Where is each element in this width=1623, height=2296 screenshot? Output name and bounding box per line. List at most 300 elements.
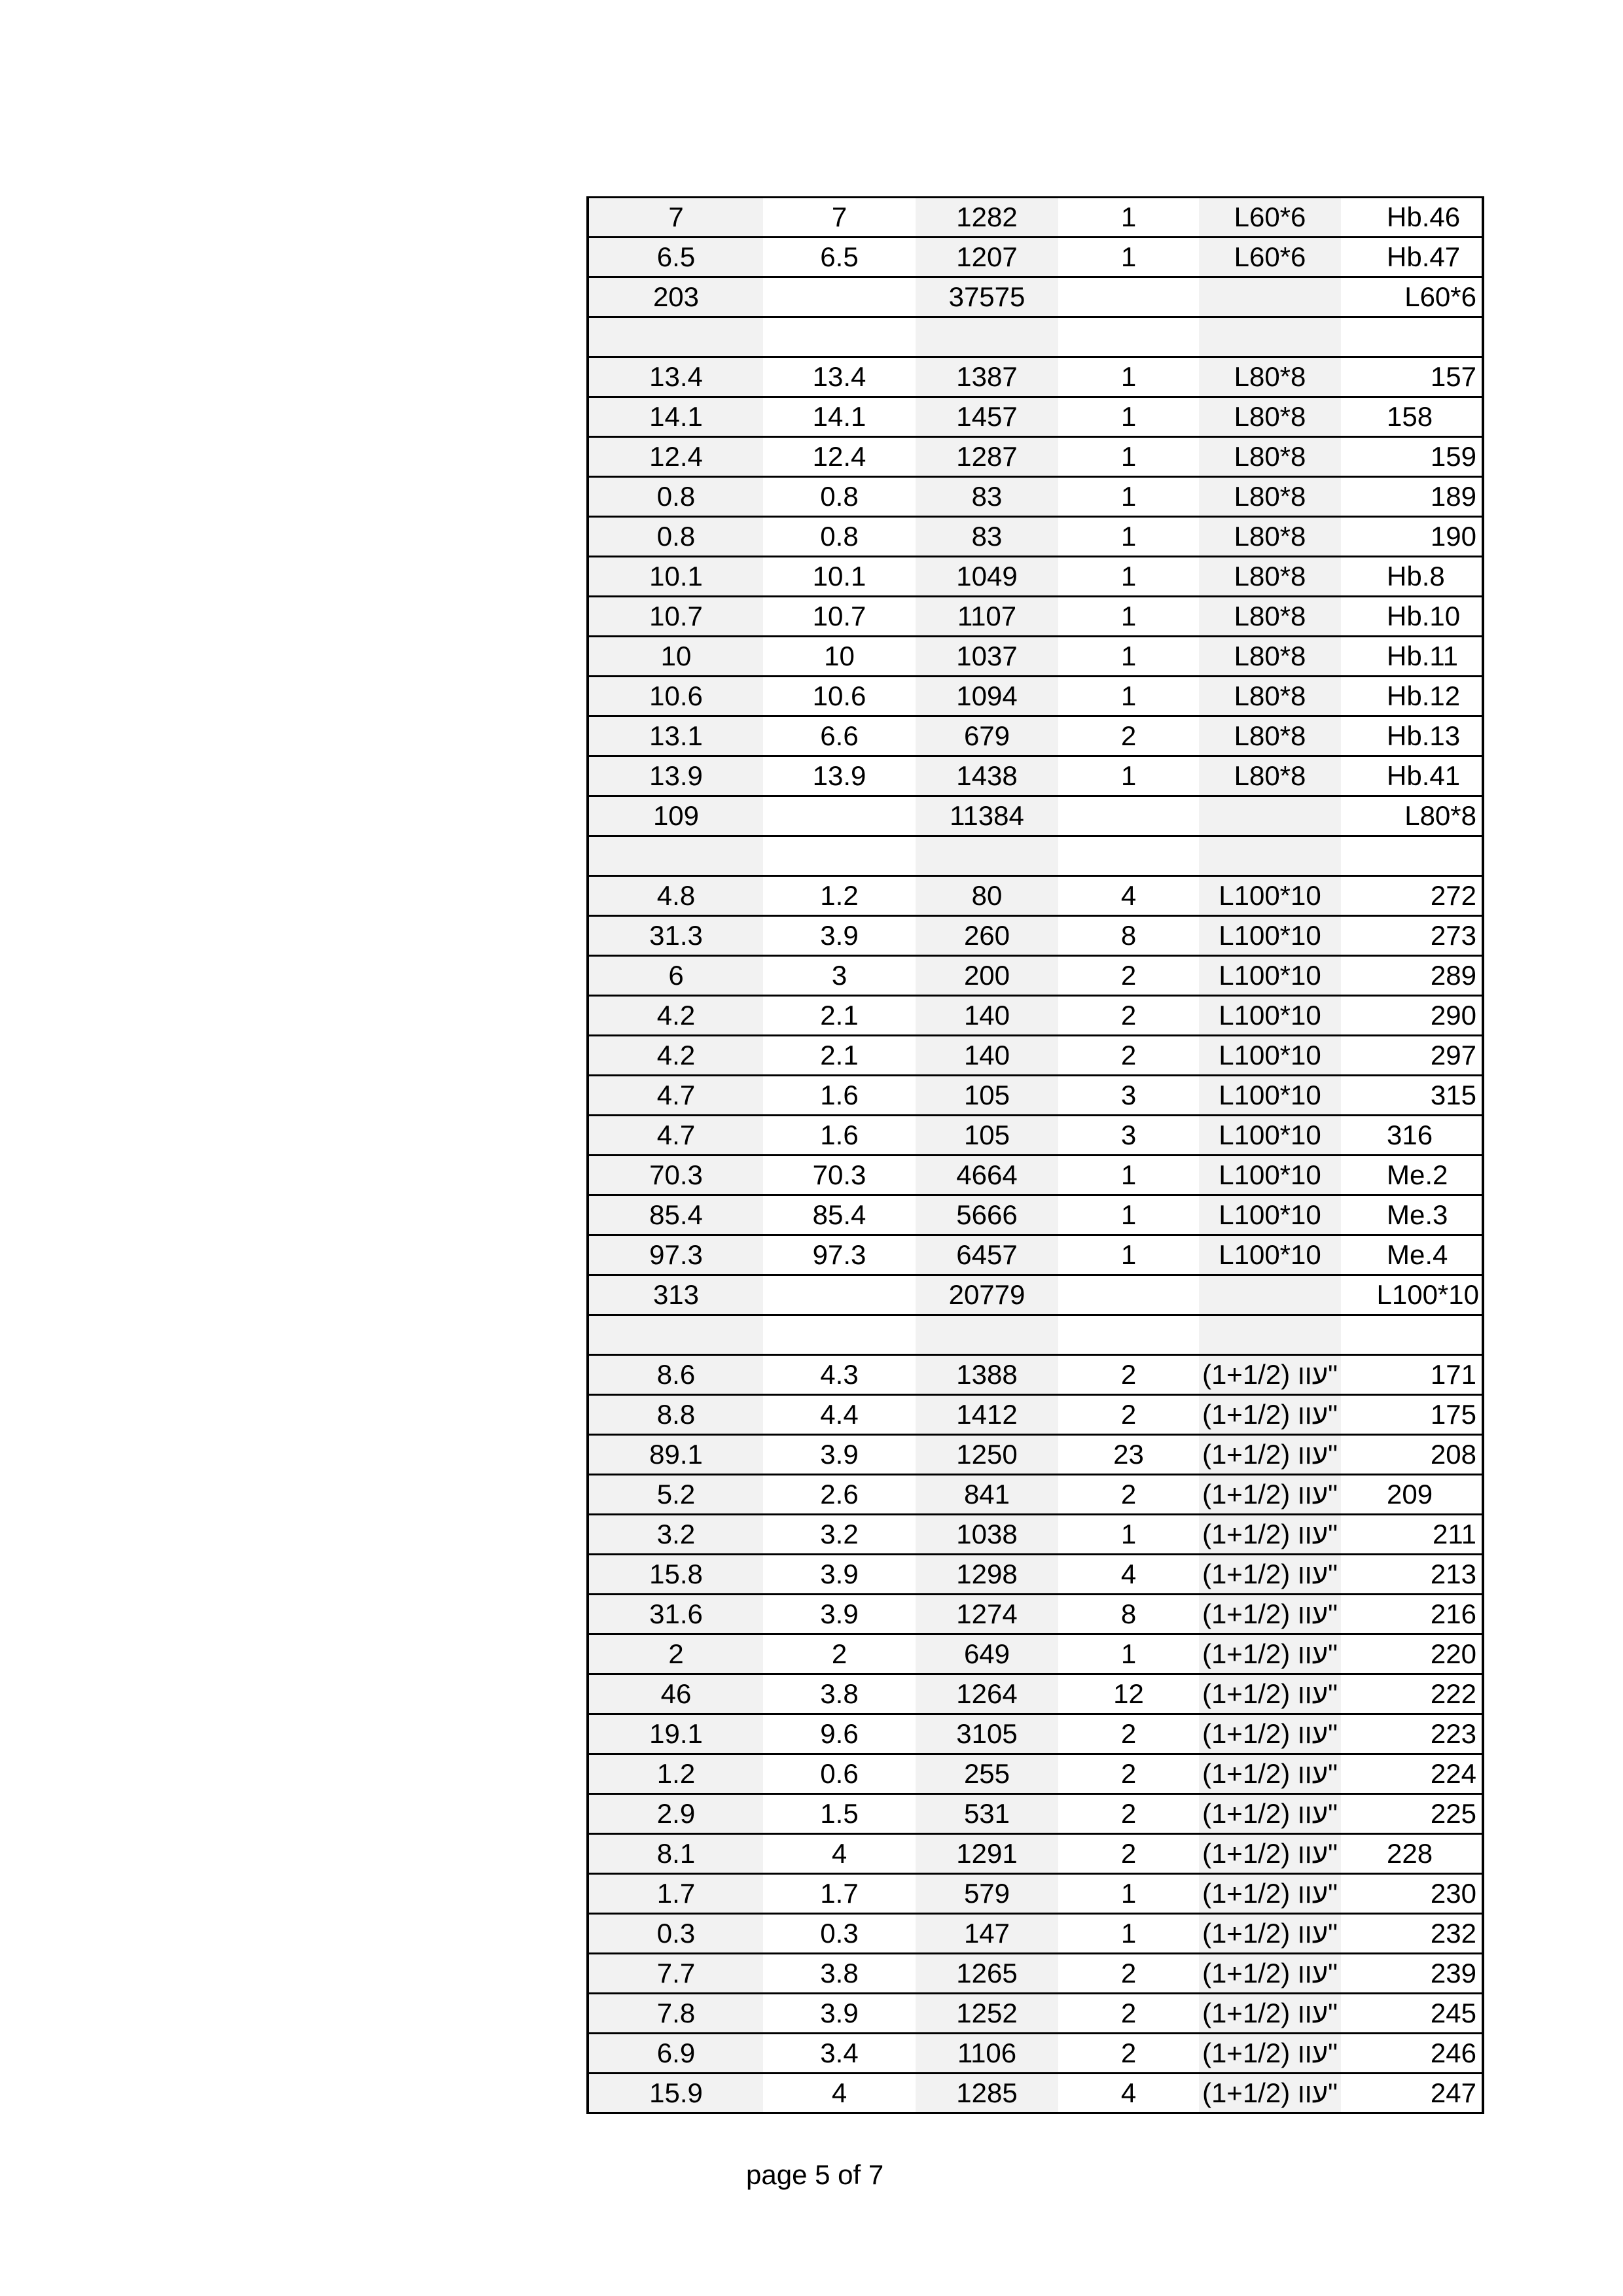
table-cell: 13.4 [589, 358, 763, 396]
table-cell: 2 [1058, 957, 1199, 995]
table-cell: 2 [763, 1635, 916, 1673]
table-cell [916, 318, 1058, 356]
table-cell: 289 [1341, 957, 1482, 995]
table-cell: 1438 [916, 757, 1058, 795]
table-cell: 70.3 [763, 1156, 916, 1194]
table-cell: 1 [1058, 1875, 1199, 1913]
table-cell: 4.2 [589, 1036, 763, 1074]
table-cell [1058, 1276, 1199, 1314]
table-row [589, 1515, 1482, 1555]
table-cell: 3.9 [763, 1436, 916, 1474]
table-cell: 245 [1341, 1994, 1482, 2032]
table-cell: 4 [763, 2074, 916, 2112]
table-cell: עוו (1+1/2)" [1199, 1835, 1341, 1873]
table-cell: 225 [1341, 1795, 1482, 1833]
table-cell: 1 [1058, 1515, 1199, 1553]
table-cell: L100*10 [1341, 1276, 1482, 1314]
table-cell: 2 [1058, 1715, 1199, 1753]
table-cell [1199, 1276, 1341, 1314]
table-cell: עוו (1+1/2)" [1199, 1436, 1341, 1474]
table-cell: 1252 [916, 1994, 1058, 2032]
table-row [589, 1156, 1482, 1196]
table-cell: 0.8 [589, 518, 763, 556]
table-cell: 3.8 [763, 1954, 916, 1992]
table-row [589, 1994, 1482, 2034]
table-cell: 8 [1058, 1595, 1199, 1633]
table-cell: עוו (1+1/2)" [1199, 1994, 1341, 2032]
table-cell [1199, 1316, 1341, 1354]
table-cell: 2.9 [589, 1795, 763, 1833]
table-row [589, 2074, 1482, 2114]
table-cell: L100*10 [1199, 917, 1341, 955]
table-row [589, 1675, 1482, 1715]
table-cell: Hb.11 [1341, 637, 1482, 675]
table-cell: 0.3 [763, 1915, 916, 1952]
table-cell: L100*10 [1199, 877, 1341, 915]
table-cell: 255 [916, 1755, 1058, 1793]
table-cell: 3.4 [763, 2034, 916, 2072]
table-cell: 4.3 [763, 1356, 916, 1394]
table-row [589, 877, 1482, 917]
table-row [589, 1436, 1482, 1475]
table-row [589, 1316, 1482, 1356]
table-cell: 316 [1341, 1116, 1482, 1154]
table-cell: L80*8 [1199, 518, 1341, 556]
table-row [589, 597, 1482, 637]
table-cell: עוו (1+1/2)" [1199, 2074, 1341, 2112]
table-cell: 2 [1058, 1954, 1199, 1992]
table-cell: 1106 [916, 2034, 1058, 2072]
table-cell: 1 [1058, 1635, 1199, 1673]
table-cell: 1 [1058, 637, 1199, 675]
table-cell: 7 [589, 198, 763, 236]
table-cell [1058, 318, 1199, 356]
table-cell: 19.1 [589, 1715, 763, 1753]
table-cell: 1 [1058, 1196, 1199, 1234]
table-cell: 1 [1058, 1236, 1199, 1274]
table-cell: 7 [763, 198, 916, 236]
table-cell: 247 [1341, 2074, 1482, 2112]
table-cell: 216 [1341, 1595, 1482, 1633]
table-cell: 105 [916, 1116, 1058, 1154]
table-cell: 4.8 [589, 877, 763, 915]
table-cell: 4 [1058, 1555, 1199, 1593]
table-cell: 679 [916, 717, 1058, 755]
table-cell: 1.7 [763, 1875, 916, 1913]
table-cell [1341, 837, 1482, 875]
table-cell: Hb.46 [1341, 198, 1482, 236]
table-cell: L100*10 [1199, 957, 1341, 995]
table-cell: 239 [1341, 1954, 1482, 1992]
table-cell: 1 [1058, 438, 1199, 476]
table-row [589, 1715, 1482, 1755]
table-cell: 246 [1341, 2034, 1482, 2072]
table-cell: 12.4 [589, 438, 763, 476]
table-cell: 1207 [916, 238, 1058, 276]
table-cell: 1265 [916, 1954, 1058, 1992]
table-cell [763, 797, 916, 835]
table-cell: עוו (1+1/2)" [1199, 1595, 1341, 1633]
table-cell: 171 [1341, 1356, 1482, 1394]
table-cell: עוו (1+1/2)" [1199, 1675, 1341, 1713]
table-cell: 83 [916, 518, 1058, 556]
table-cell: 2 [1058, 997, 1199, 1034]
table-cell [1058, 797, 1199, 835]
table-row [589, 2034, 1482, 2074]
table-cell: 0.8 [589, 478, 763, 516]
table-cell [763, 837, 916, 875]
table-cell: 80 [916, 877, 1058, 915]
table-cell: L100*10 [1199, 1156, 1341, 1194]
table-cell: L80*8 [1199, 757, 1341, 795]
table-cell: 531 [916, 1795, 1058, 1833]
table-cell: 6457 [916, 1236, 1058, 1274]
table-cell: Hb.8 [1341, 557, 1482, 595]
table-cell: Me.4 [1341, 1236, 1482, 1274]
table-row [589, 518, 1482, 557]
table-cell: עוו (1+1/2)" [1199, 1356, 1341, 1394]
table-cell: 1 [1058, 518, 1199, 556]
table-cell: 8 [1058, 917, 1199, 955]
table-cell: L60*6 [1199, 198, 1341, 236]
table-cell: 4 [1058, 2074, 1199, 2112]
table-cell: 1107 [916, 597, 1058, 635]
table-row [589, 1196, 1482, 1236]
table-cell: 175 [1341, 1396, 1482, 1434]
table-row [589, 1356, 1482, 1396]
table-row [589, 1835, 1482, 1875]
table-cell: 1274 [916, 1595, 1058, 1633]
table-cell: עוו (1+1/2)" [1199, 1875, 1341, 1913]
table-cell: 208 [1341, 1436, 1482, 1474]
table-cell: 1 [1058, 677, 1199, 715]
table-cell: 20779 [916, 1276, 1058, 1314]
table-cell: 3 [763, 957, 916, 995]
table-cell: 1291 [916, 1835, 1058, 1873]
table-cell: 4.4 [763, 1396, 916, 1434]
table-row [589, 797, 1482, 837]
table-cell: 23 [1058, 1436, 1199, 1474]
table-cell: 6.9 [589, 2034, 763, 2072]
table-cell: 1.5 [763, 1795, 916, 1833]
table-cell: 4 [763, 1835, 916, 1873]
table-cell [916, 837, 1058, 875]
table-row [589, 238, 1482, 278]
table-cell: 1 [1058, 1915, 1199, 1952]
table-cell [1199, 318, 1341, 356]
table-cell: 0.6 [763, 1755, 916, 1793]
table-cell: 2 [589, 1635, 763, 1673]
table-row [589, 917, 1482, 957]
table-cell [1199, 837, 1341, 875]
table-cell: L80*8 [1199, 637, 1341, 675]
table-cell: 1387 [916, 358, 1058, 396]
table-cell: 3.2 [589, 1515, 763, 1553]
table-cell: 31.6 [589, 1595, 763, 1633]
table-cell: 190 [1341, 518, 1482, 556]
table-cell: 31.3 [589, 917, 763, 955]
table-cell [1199, 278, 1341, 316]
table-row [589, 398, 1482, 438]
table-cell: 10.6 [763, 677, 916, 715]
table-cell: 6.5 [589, 238, 763, 276]
table-cell: 10.7 [763, 597, 916, 635]
table-cell: 15.9 [589, 2074, 763, 2112]
table-cell: 85.4 [763, 1196, 916, 1234]
table-cell: 158 [1341, 398, 1482, 436]
table-cell [763, 318, 916, 356]
table-cell: 10.7 [589, 597, 763, 635]
table-cell [763, 278, 916, 316]
table-row [589, 278, 1482, 318]
table-cell: 220 [1341, 1635, 1482, 1673]
table-cell: 1 [1058, 597, 1199, 635]
table-cell: 13.1 [589, 717, 763, 755]
table-cell: 2 [1058, 1475, 1199, 1513]
table-cell: 3.8 [763, 1675, 916, 1713]
table-cell: 8.1 [589, 1835, 763, 1873]
table-cell: 273 [1341, 917, 1482, 955]
table-cell: 85.4 [589, 1196, 763, 1234]
table-row [589, 1076, 1482, 1116]
table-row [589, 1555, 1482, 1595]
table-row [589, 198, 1482, 238]
table-cell: L80*8 [1199, 717, 1341, 755]
table-cell: 1250 [916, 1436, 1058, 1474]
table-cell: 4664 [916, 1156, 1058, 1194]
table-cell: 89.1 [589, 1436, 763, 1474]
table-cell: 200 [916, 957, 1058, 995]
table-cell: L60*6 [1199, 238, 1341, 276]
table-row [589, 717, 1482, 757]
table-cell: 3.9 [763, 1595, 916, 1633]
table-row [589, 438, 1482, 478]
table-cell: 12 [1058, 1675, 1199, 1713]
table-cell: 290 [1341, 997, 1482, 1034]
table-row [589, 1954, 1482, 1994]
table-cell [763, 1276, 916, 1314]
table-cell: 140 [916, 1036, 1058, 1074]
table-cell: 159 [1341, 438, 1482, 476]
table-cell: L80*8 [1199, 677, 1341, 715]
table-cell: 13.4 [763, 358, 916, 396]
table-cell: 1264 [916, 1675, 1058, 1713]
table-row [589, 1475, 1482, 1515]
table-cell: 2 [1058, 1835, 1199, 1873]
table-cell: 1 [1058, 1156, 1199, 1194]
table-row [589, 1875, 1482, 1915]
table-cell: 1 [1058, 557, 1199, 595]
table-cell: 2 [1058, 1755, 1199, 1793]
table-row [589, 677, 1482, 717]
table-cell: 2.1 [763, 1036, 916, 1074]
table-cell: Me.2 [1341, 1156, 1482, 1194]
table-cell: 223 [1341, 1715, 1482, 1753]
table-cell: 1287 [916, 438, 1058, 476]
table-row [589, 478, 1482, 518]
table-row [589, 358, 1482, 398]
table-cell: 1.7 [589, 1875, 763, 1913]
table-cell: 1 [1058, 198, 1199, 236]
table-cell [1341, 318, 1482, 356]
table-cell: 0.8 [763, 518, 916, 556]
table-cell: עוו (1+1/2)" [1199, 1915, 1341, 1952]
table-cell: עוו (1+1/2)" [1199, 1396, 1341, 1434]
table-cell: L80*8 [1199, 478, 1341, 516]
table-cell: עוו (1+1/2)" [1199, 1635, 1341, 1673]
table-cell: 232 [1341, 1915, 1482, 1952]
table-cell: Hb.10 [1341, 597, 1482, 635]
table-cell: 157 [1341, 358, 1482, 396]
table-cell [589, 837, 763, 875]
table-row [589, 1915, 1482, 1954]
table-row [589, 318, 1482, 358]
table-cell: 6.6 [763, 717, 916, 755]
table-cell: 4.7 [589, 1116, 763, 1154]
table-row [589, 1116, 1482, 1156]
table-cell: 10 [589, 637, 763, 675]
table-cell: 315 [1341, 1076, 1482, 1114]
table-cell: 2 [1058, 1036, 1199, 1074]
table-cell: 4 [1058, 877, 1199, 915]
table-cell: 2 [1058, 2034, 1199, 2072]
table-cell: 3105 [916, 1715, 1058, 1753]
table-cell: 649 [916, 1635, 1058, 1673]
table-cell: עוו (1+1/2)" [1199, 1515, 1341, 1553]
table-cell: 10 [763, 637, 916, 675]
table-cell: L100*10 [1199, 1236, 1341, 1274]
table-row [589, 997, 1482, 1036]
table-cell: 13.9 [763, 757, 916, 795]
table-cell: 105 [916, 1076, 1058, 1114]
table-cell: 10.6 [589, 677, 763, 715]
table-cell: 213 [1341, 1555, 1482, 1593]
table-row [589, 957, 1482, 997]
table-row [589, 1276, 1482, 1316]
table-cell: 1.2 [763, 877, 916, 915]
table-cell: 12.4 [763, 438, 916, 476]
table-row [589, 837, 1482, 877]
table-cell: 3.9 [763, 1555, 916, 1593]
table-cell: 0.3 [589, 1915, 763, 1952]
table-cell: 1037 [916, 637, 1058, 675]
page-number: page 5 of 7 [746, 2159, 884, 2190]
table-cell: 4.2 [589, 997, 763, 1034]
table-cell [1341, 1316, 1482, 1354]
table-cell: 1457 [916, 398, 1058, 436]
table-row [589, 1036, 1482, 1076]
table-cell: L80*8 [1199, 398, 1341, 436]
table-cell: 230 [1341, 1875, 1482, 1913]
table-cell: 1298 [916, 1555, 1058, 1593]
table-cell: L80*8 [1199, 557, 1341, 595]
table-cell: 0.8 [763, 478, 916, 516]
table-cell: L80*8 [1199, 438, 1341, 476]
table-cell: L100*10 [1199, 997, 1341, 1034]
table-cell: 222 [1341, 1675, 1482, 1713]
table-cell: 13.9 [589, 757, 763, 795]
table-cell [589, 318, 763, 356]
table-cell: 1.6 [763, 1076, 916, 1114]
table-cell: L100*10 [1199, 1196, 1341, 1234]
table-cell: 3 [1058, 1116, 1199, 1154]
table-cell: עוו (1+1/2)" [1199, 2034, 1341, 2072]
table-cell: 189 [1341, 478, 1482, 516]
table-row [589, 1635, 1482, 1675]
table-cell: L100*10 [1199, 1076, 1341, 1114]
table-cell: 224 [1341, 1755, 1482, 1793]
table-row [589, 1795, 1482, 1835]
table-cell [916, 1316, 1058, 1354]
table-cell: 1 [1058, 757, 1199, 795]
table-cell: L60*6 [1341, 278, 1482, 316]
table-row [589, 757, 1482, 797]
table-cell: 3.9 [763, 917, 916, 955]
table-cell: L80*8 [1199, 358, 1341, 396]
table-cell: 8.8 [589, 1396, 763, 1434]
table-cell: 3.9 [763, 1994, 916, 2032]
table-cell: L80*8 [1199, 597, 1341, 635]
table-cell: 9.6 [763, 1715, 916, 1753]
table-cell: 2 [1058, 1994, 1199, 2032]
table-cell: 6.5 [763, 238, 916, 276]
table-row [589, 1236, 1482, 1276]
table-cell: 7.7 [589, 1954, 763, 1992]
table-cell: 211 [1341, 1515, 1482, 1553]
table-cell [763, 1316, 916, 1354]
table-cell: 1285 [916, 2074, 1058, 2112]
table-cell [1199, 797, 1341, 835]
table-cell: 14.1 [589, 398, 763, 436]
table-cell: Me.3 [1341, 1196, 1482, 1234]
table-cell: 203 [589, 278, 763, 316]
table-cell: 37575 [916, 278, 1058, 316]
table-cell: 1412 [916, 1396, 1058, 1434]
table-cell: 15.8 [589, 1555, 763, 1593]
table-cell: 313 [589, 1276, 763, 1314]
table-cell: 11384 [916, 797, 1058, 835]
table-cell: 2 [1058, 717, 1199, 755]
data-table [586, 196, 1484, 2114]
table-cell: 10.1 [763, 557, 916, 595]
table-cell: L100*10 [1199, 1116, 1341, 1154]
table-cell: עוו (1+1/2)" [1199, 1795, 1341, 1833]
table-cell: 147 [916, 1915, 1058, 1952]
table-cell: 5.2 [589, 1475, 763, 1513]
table-cell: 46 [589, 1675, 763, 1713]
table-cell: 3.2 [763, 1515, 916, 1553]
table-cell: Hb.47 [1341, 238, 1482, 276]
table-cell: 2.6 [763, 1475, 916, 1513]
table-cell [589, 1316, 763, 1354]
table-cell: 109 [589, 797, 763, 835]
table-row [589, 1595, 1482, 1635]
table-row [589, 1755, 1482, 1795]
table-cell: 1 [1058, 398, 1199, 436]
table-cell: 1.6 [763, 1116, 916, 1154]
table-cell: 579 [916, 1875, 1058, 1913]
table-cell: 1038 [916, 1515, 1058, 1553]
table-cell: 3 [1058, 1076, 1199, 1114]
table-cell: עוו (1+1/2)" [1199, 1755, 1341, 1793]
table-cell [1058, 1316, 1199, 1354]
table-cell: L100*10 [1199, 1036, 1341, 1074]
table-cell: Hb.41 [1341, 757, 1482, 795]
table-cell: 1 [1058, 478, 1199, 516]
table-cell: 4.7 [589, 1076, 763, 1114]
table-cell: 2 [1058, 1396, 1199, 1434]
table-cell: 14.1 [763, 398, 916, 436]
